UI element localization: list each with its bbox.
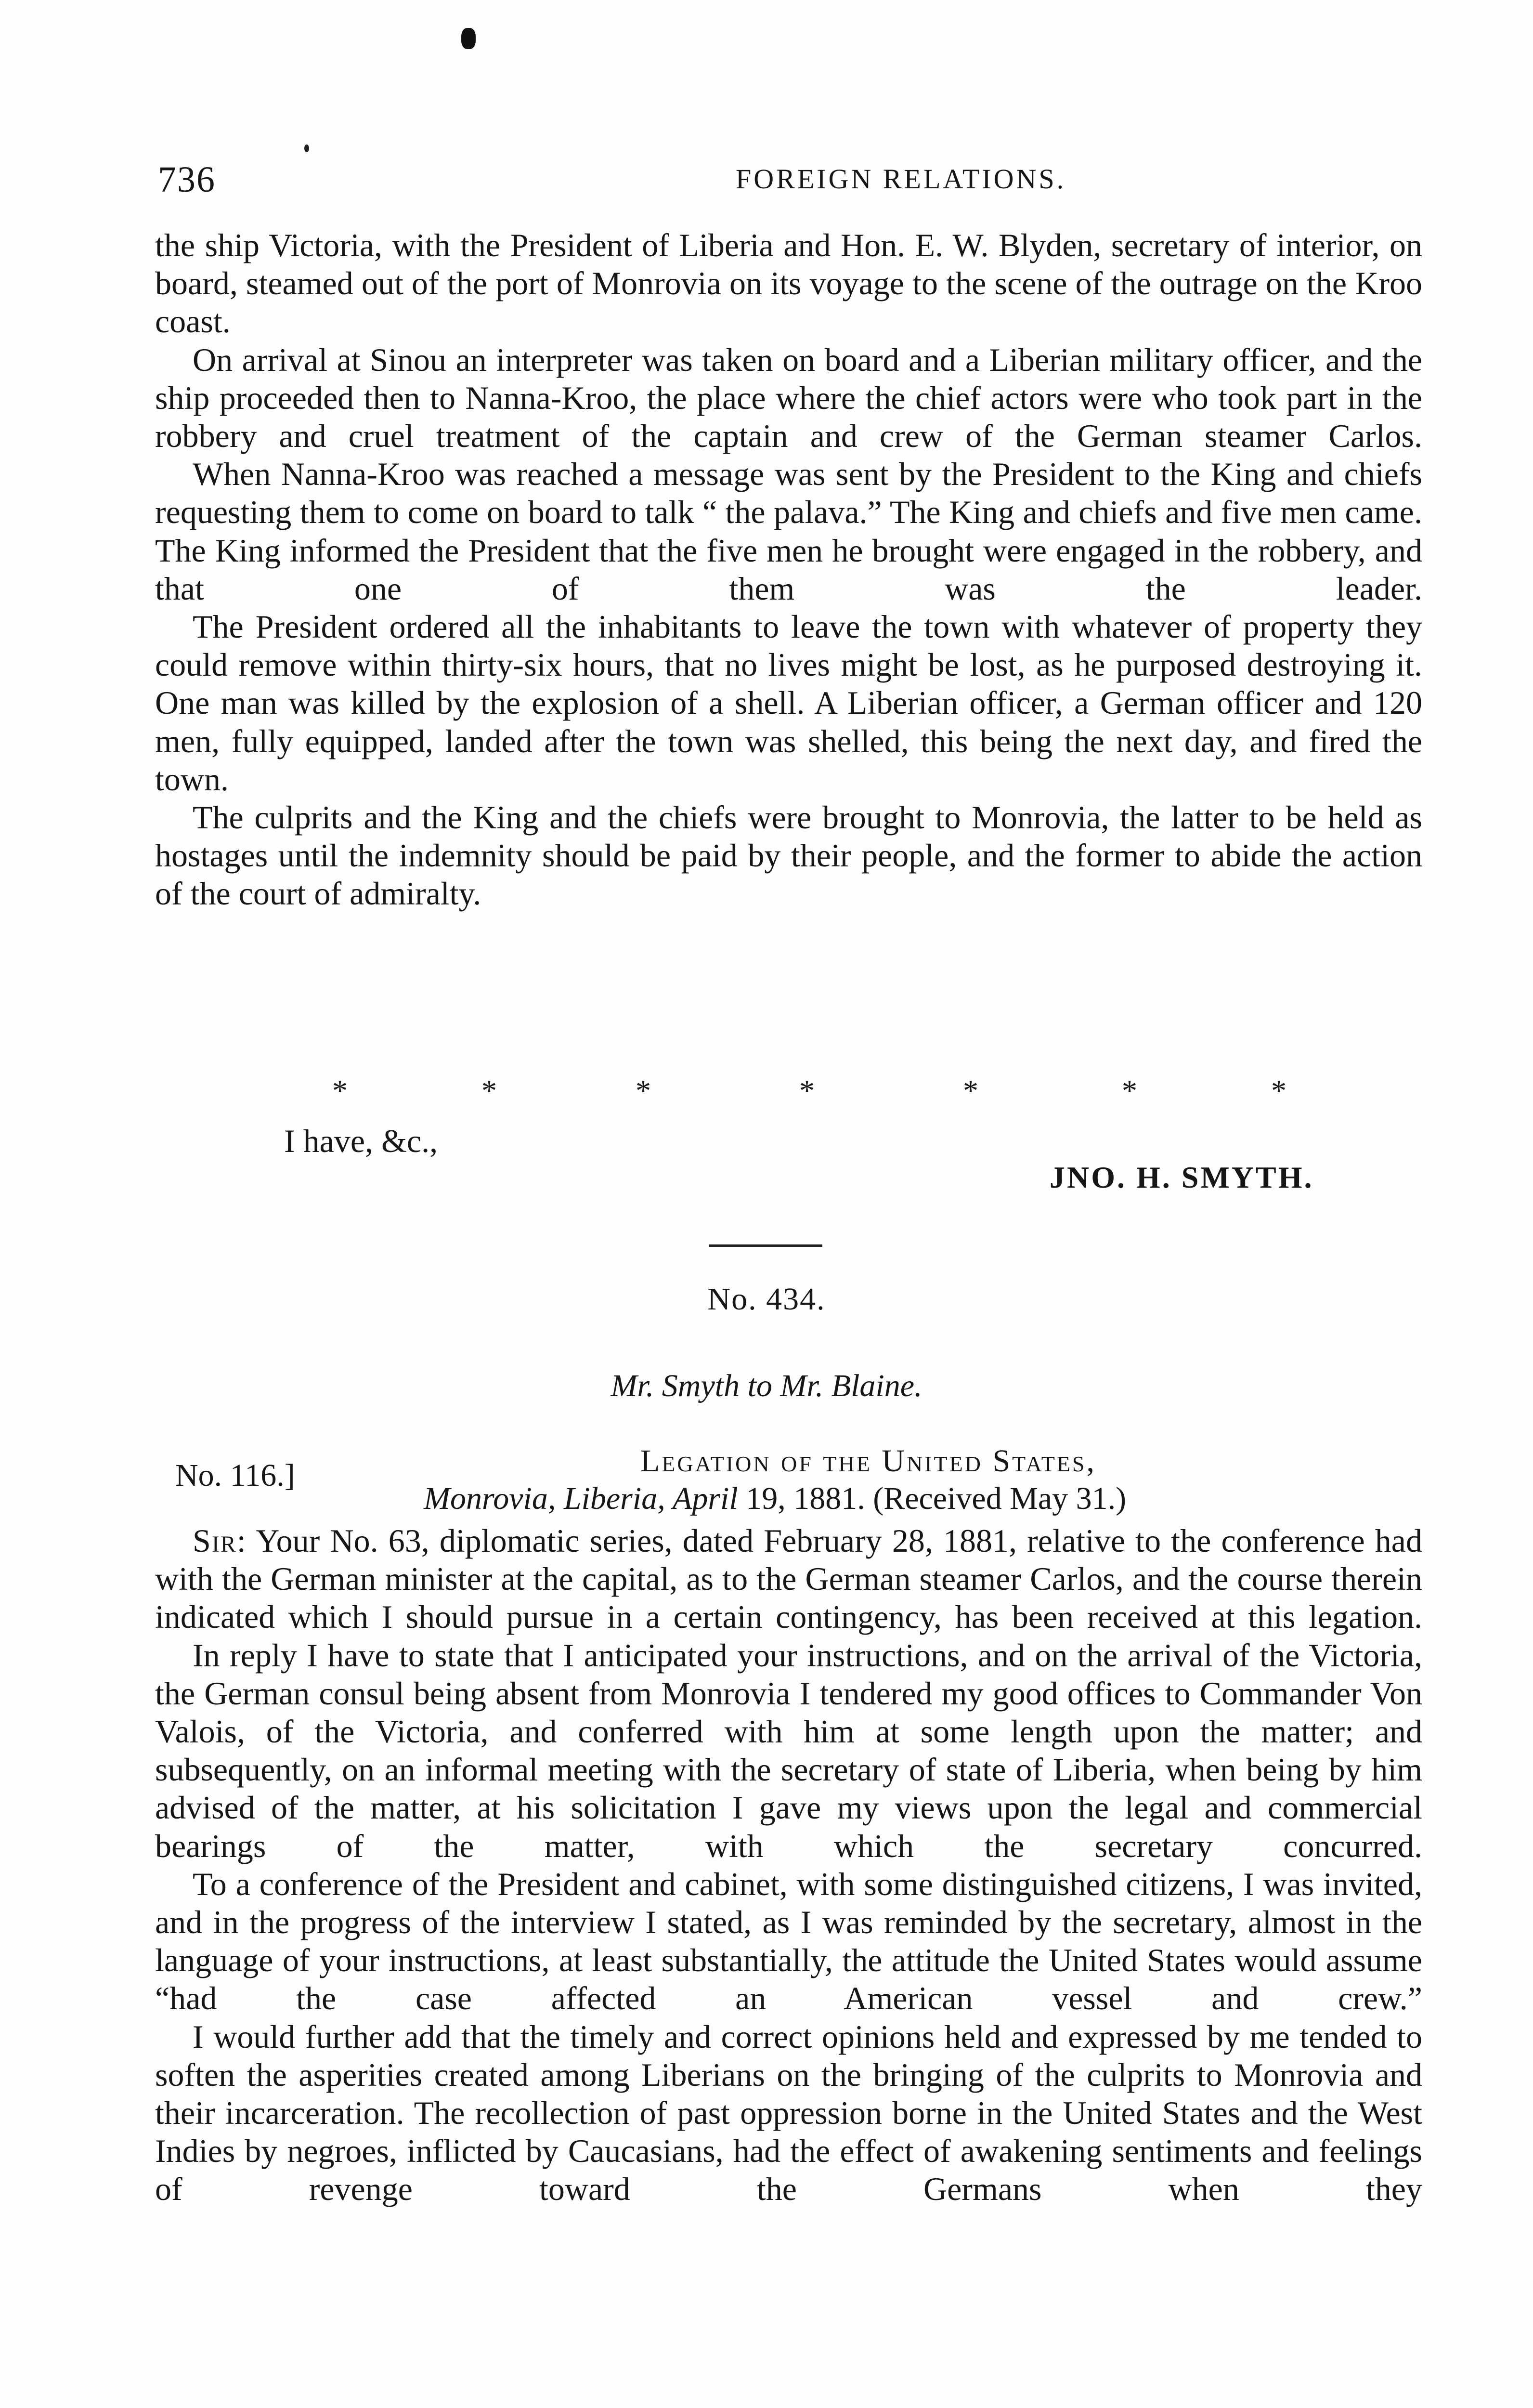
closing-line: I have, &c.,: [284, 1123, 438, 1159]
paragraph: When Nanna-Kroo was reached a message was sent by the President to the King and chiefs requesting them to come on board to talk “ the palava.” The King and chiefs and five men came. The King informed the President that the five men he brought were engaged in the robbery, and that one of them was the leader.: [155, 456, 1422, 607]
section-divider: [709, 1244, 822, 1247]
paragraph: the ship Victoria, with the President of Liberia and Hon. E. W. Blyden, secretary of interior, on board, steamed out of the port of Monrovia on its voyage to the scene of the outrage on the Kroo coast.: [155, 227, 1422, 340]
ellipsis-stars: [0, 1073, 1533, 1108]
ellipsis-star: *: [1271, 1073, 1286, 1108]
ellipsis-star: *: [636, 1073, 651, 1108]
paragraph: To a conference of the President and cabinet, with some distinguished citizens, I was invited, and in the progress of the interview I stated, as I was reminded by the secretary, almost in the language of your instructions, at least substantially, the attitude the United States would assume “had the case affected an American vessel and crew.”: [155, 1865, 1422, 2017]
ellipsis-star: *: [799, 1073, 815, 1108]
letter-body: [155, 1522, 1422, 2209]
document-number: No. 434.: [707, 1282, 826, 1317]
legation-line: Legation of the United States,: [640, 1443, 1096, 1479]
ink-speck: [461, 28, 476, 49]
page-header: [158, 159, 1419, 202]
letter-body-continued: [155, 226, 1422, 913]
ellipsis-star: *: [481, 1073, 497, 1108]
ellipsis-star: *: [332, 1073, 348, 1108]
ink-speck: [304, 144, 309, 152]
ellipsis-star: *: [963, 1073, 978, 1108]
dispatch-number: No. 116.]: [175, 1458, 295, 1493]
paragraph: I would further add that the timely and correct opinions held and expressed by me tended to soften the asperities created among Liberians on the bringing of the culprits to Monrovia and their incarceration. The recollection of past oppression borne in the United States and the West Indies by negroes, inflicted by Caucasians, had the effect of awakening sentiments and feelings of revenge toward the Germans when they: [155, 2018, 1422, 2208]
dateline-date: 19, 1881. (Received May 31.): [746, 1481, 1127, 1516]
page-number: 736: [158, 159, 216, 200]
dateline-place: Monrovia, Liberia, April: [424, 1481, 738, 1516]
paragraph: [155, 1522, 1422, 1636]
document-heading: Mr. Smyth to Mr. Blaine.: [611, 1368, 922, 1403]
ellipsis-star: *: [1122, 1073, 1137, 1108]
paragraph: The President ordered all the inhabitants to leave the town with whatever of property they could remove within thirty-six hours, that no lives might be lost, as he purposed destroying it. One man was killed by the explosion of a shell. A Liberian officer, a German officer and 120 men, fully equipped, landed after the town was shelled, this being the next day, and fired the town.: [155, 608, 1422, 798]
dateline: [424, 1480, 1126, 1517]
running-title: FOREIGN RELATIONS.: [736, 163, 1066, 195]
paragraph: The culprits and the King and the chiefs were brought to Monrovia, the latter to be held as hostages until the indemnity should be paid by their people, and the former to abide the action of the court of admiralty.: [155, 799, 1422, 912]
paragraph: In reply I have to state that I anticipated your instructions, and on the arrival of the Victoria, the German consul being absent from Monrovia I tendered my good offices to Commander Von Valois, of the Victoria, and conferred with him at some length upon the matter; and subsequently, on an informal meeting with the secretary of state of Liberia, when being by him advised of the matter, at his solicitation I gave my views upon the legal and commercial bearings of the matter, with which the secretary concurred.: [155, 1636, 1422, 1864]
paragraph: On arrival at Sinou an interpreter was taken on board and a Liberian military officer, and the ship proceeded then to Nanna-Kroo, the place where the chief actors were who took part in the robbery and cruel treatment of the captain and crew of the German steamer Carlos.: [155, 341, 1422, 455]
signature: JNO. H. SMYTH.: [1050, 1160, 1314, 1194]
paragraph-text: Your No. 63, diplomatic series, dated February 28, 1881, relative to the conference had with the German minister at the capital, as to the German steamer Carlos, and the course therein indicated which I should pursue in a certain contingency, has been received at this legation.: [155, 1522, 1422, 1636]
salutation: Sir:: [193, 1522, 247, 1559]
